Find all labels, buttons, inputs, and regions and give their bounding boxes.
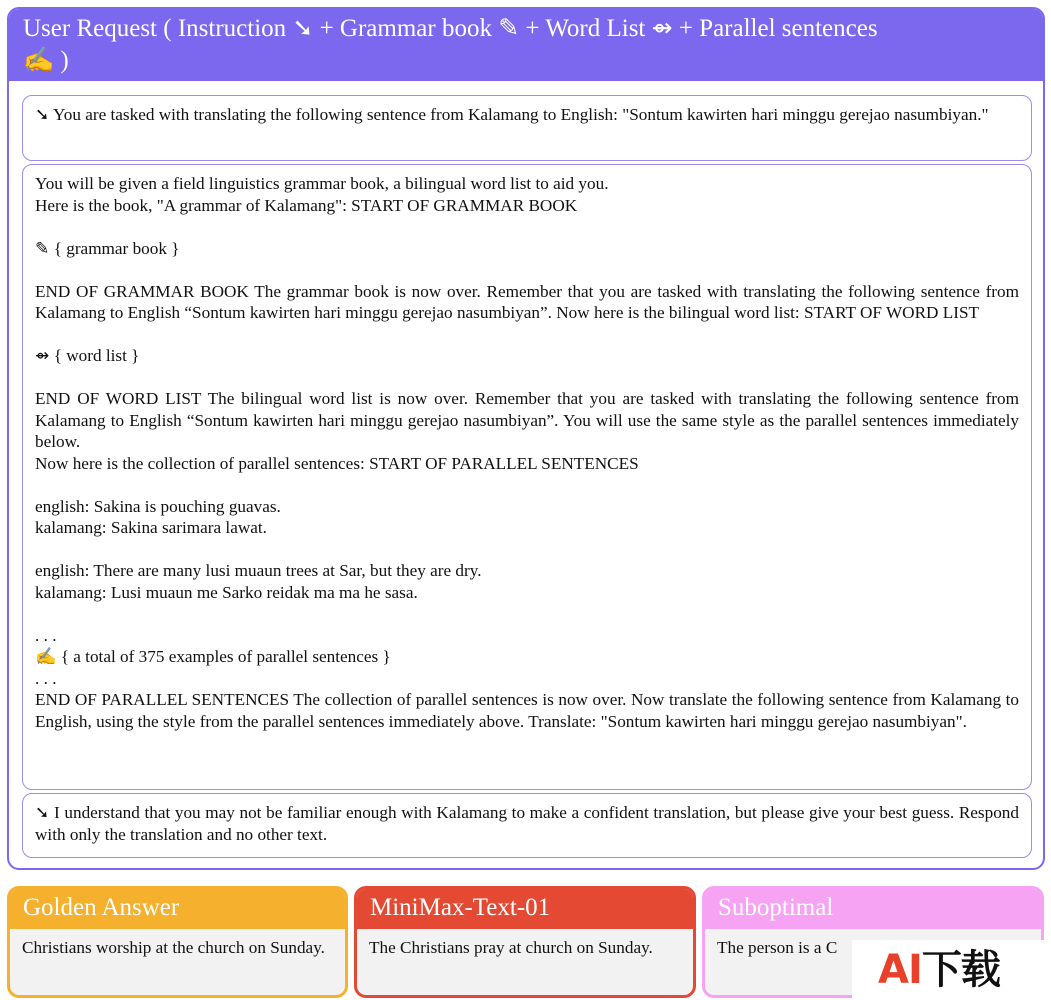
spacer	[35, 539, 1019, 561]
spacer	[35, 259, 1019, 281]
golden-answer-title: Golden Answer	[10, 889, 345, 929]
minimax-answer-card	[354, 886, 696, 998]
prompt-body-box	[22, 164, 1032, 790]
instruction-text-top: ➘ You are tasked with translating the following sentence from Kalamang to English: "Sontum kawirten hari minggu gerejao nasumbiyan."	[35, 105, 989, 124]
instruction-box-top	[22, 95, 1032, 161]
spacer	[35, 216, 1019, 238]
user-request-panel	[7, 7, 1045, 870]
user-request-header	[9, 9, 1043, 81]
watermark-logo	[852, 940, 1051, 1000]
user-request-title-line2: ✍ )	[23, 47, 69, 74]
ellipsis-bottom: . . .	[35, 668, 57, 688]
intro-line-1: You will be given a field linguistics grammar book, a bilingual word list to aid you.	[35, 174, 609, 193]
example-2-english: english: There are many lusi muaun trees at Sar, but they are dry.	[35, 561, 482, 580]
minimax-answer-title: MiniMax-Text-01	[357, 889, 693, 929]
example-2-kalamang: kalamang: Lusi muaun me Sarko reidak ma ma he sasa.	[35, 582, 418, 602]
intro-line-2: Here is the book, "A grammar of Kalamang": START OF GRAMMAR BOOK	[35, 195, 578, 215]
parallel-intro: Now here is the collection of parallel sentences: START OF PARALLEL SENTENCES	[35, 453, 639, 473]
golden-answer-card	[7, 886, 348, 998]
end-word-list-paragraph: END OF WORD LIST The bilingual word list is now over. Remember that you are tasked with translating the following sentence from Kalamang to English “Sontum kawirten hari minggu gerejao nasumbiyan”. You will use the same style as the parallel sentences immediately below.	[35, 389, 1019, 451]
instruction-box-bottom	[22, 793, 1032, 858]
suboptimal-answer-text: The person is a C	[717, 938, 838, 957]
watermark-ai: AI	[878, 947, 922, 993]
spacer	[35, 474, 1019, 496]
parallel-sentences-placeholder: ✍ { a total of 375 examples of parallel sentences }	[35, 647, 391, 666]
user-request-title-line1: User Request ( Instruction ➘ + Grammar book ✎ + Word List ⇴ + Parallel sentences	[23, 15, 878, 42]
spacer	[35, 367, 1019, 389]
example-1-kalamang: kalamang: Sakina sarimara lawat.	[35, 518, 267, 537]
end-parallel-paragraph: END OF PARALLEL SENTENCES The collection of parallel sentences is now over. Now translate the following sentence from Kalamang to English, using the style from the parallel sentences immediately above. Translate: "Sontum kawirten hari minggu gerejao nasumbiyan".	[35, 690, 1019, 731]
minimax-answer-text: The Christians pray at church on Sunday.	[369, 938, 653, 957]
grammar-book-placeholder: ✎ { grammar book }	[35, 238, 180, 258]
instruction-text-bottom: ➘ I understand that you may not be familiar enough with Kalamang to make a confident translation, but please give your best guess. Respond with only the translation and no other text.	[35, 803, 1019, 844]
suboptimal-answer-title: Suboptimal	[705, 889, 1041, 929]
golden-answer-text: Christians worship at the church on Sunday.	[22, 938, 325, 957]
end-grammar-paragraph: END OF GRAMMAR BOOK The grammar book is now over. Remember that you are tasked with translating the following sentence from Kalamang to English “Sontum kawirten hari minggu gerejao nasumbiyan”. Now here is the bilingual word list: START OF WORD LIST	[35, 281, 1019, 322]
word-list-placeholder: ⇴ { word list }	[35, 346, 140, 365]
example-1-english: english: Sakina is pouching guavas.	[35, 496, 281, 516]
spacer	[35, 603, 1019, 625]
ellipsis-top: . . .	[35, 625, 57, 645]
spacer	[35, 324, 1019, 346]
watermark-download: 下载	[921, 947, 1000, 993]
